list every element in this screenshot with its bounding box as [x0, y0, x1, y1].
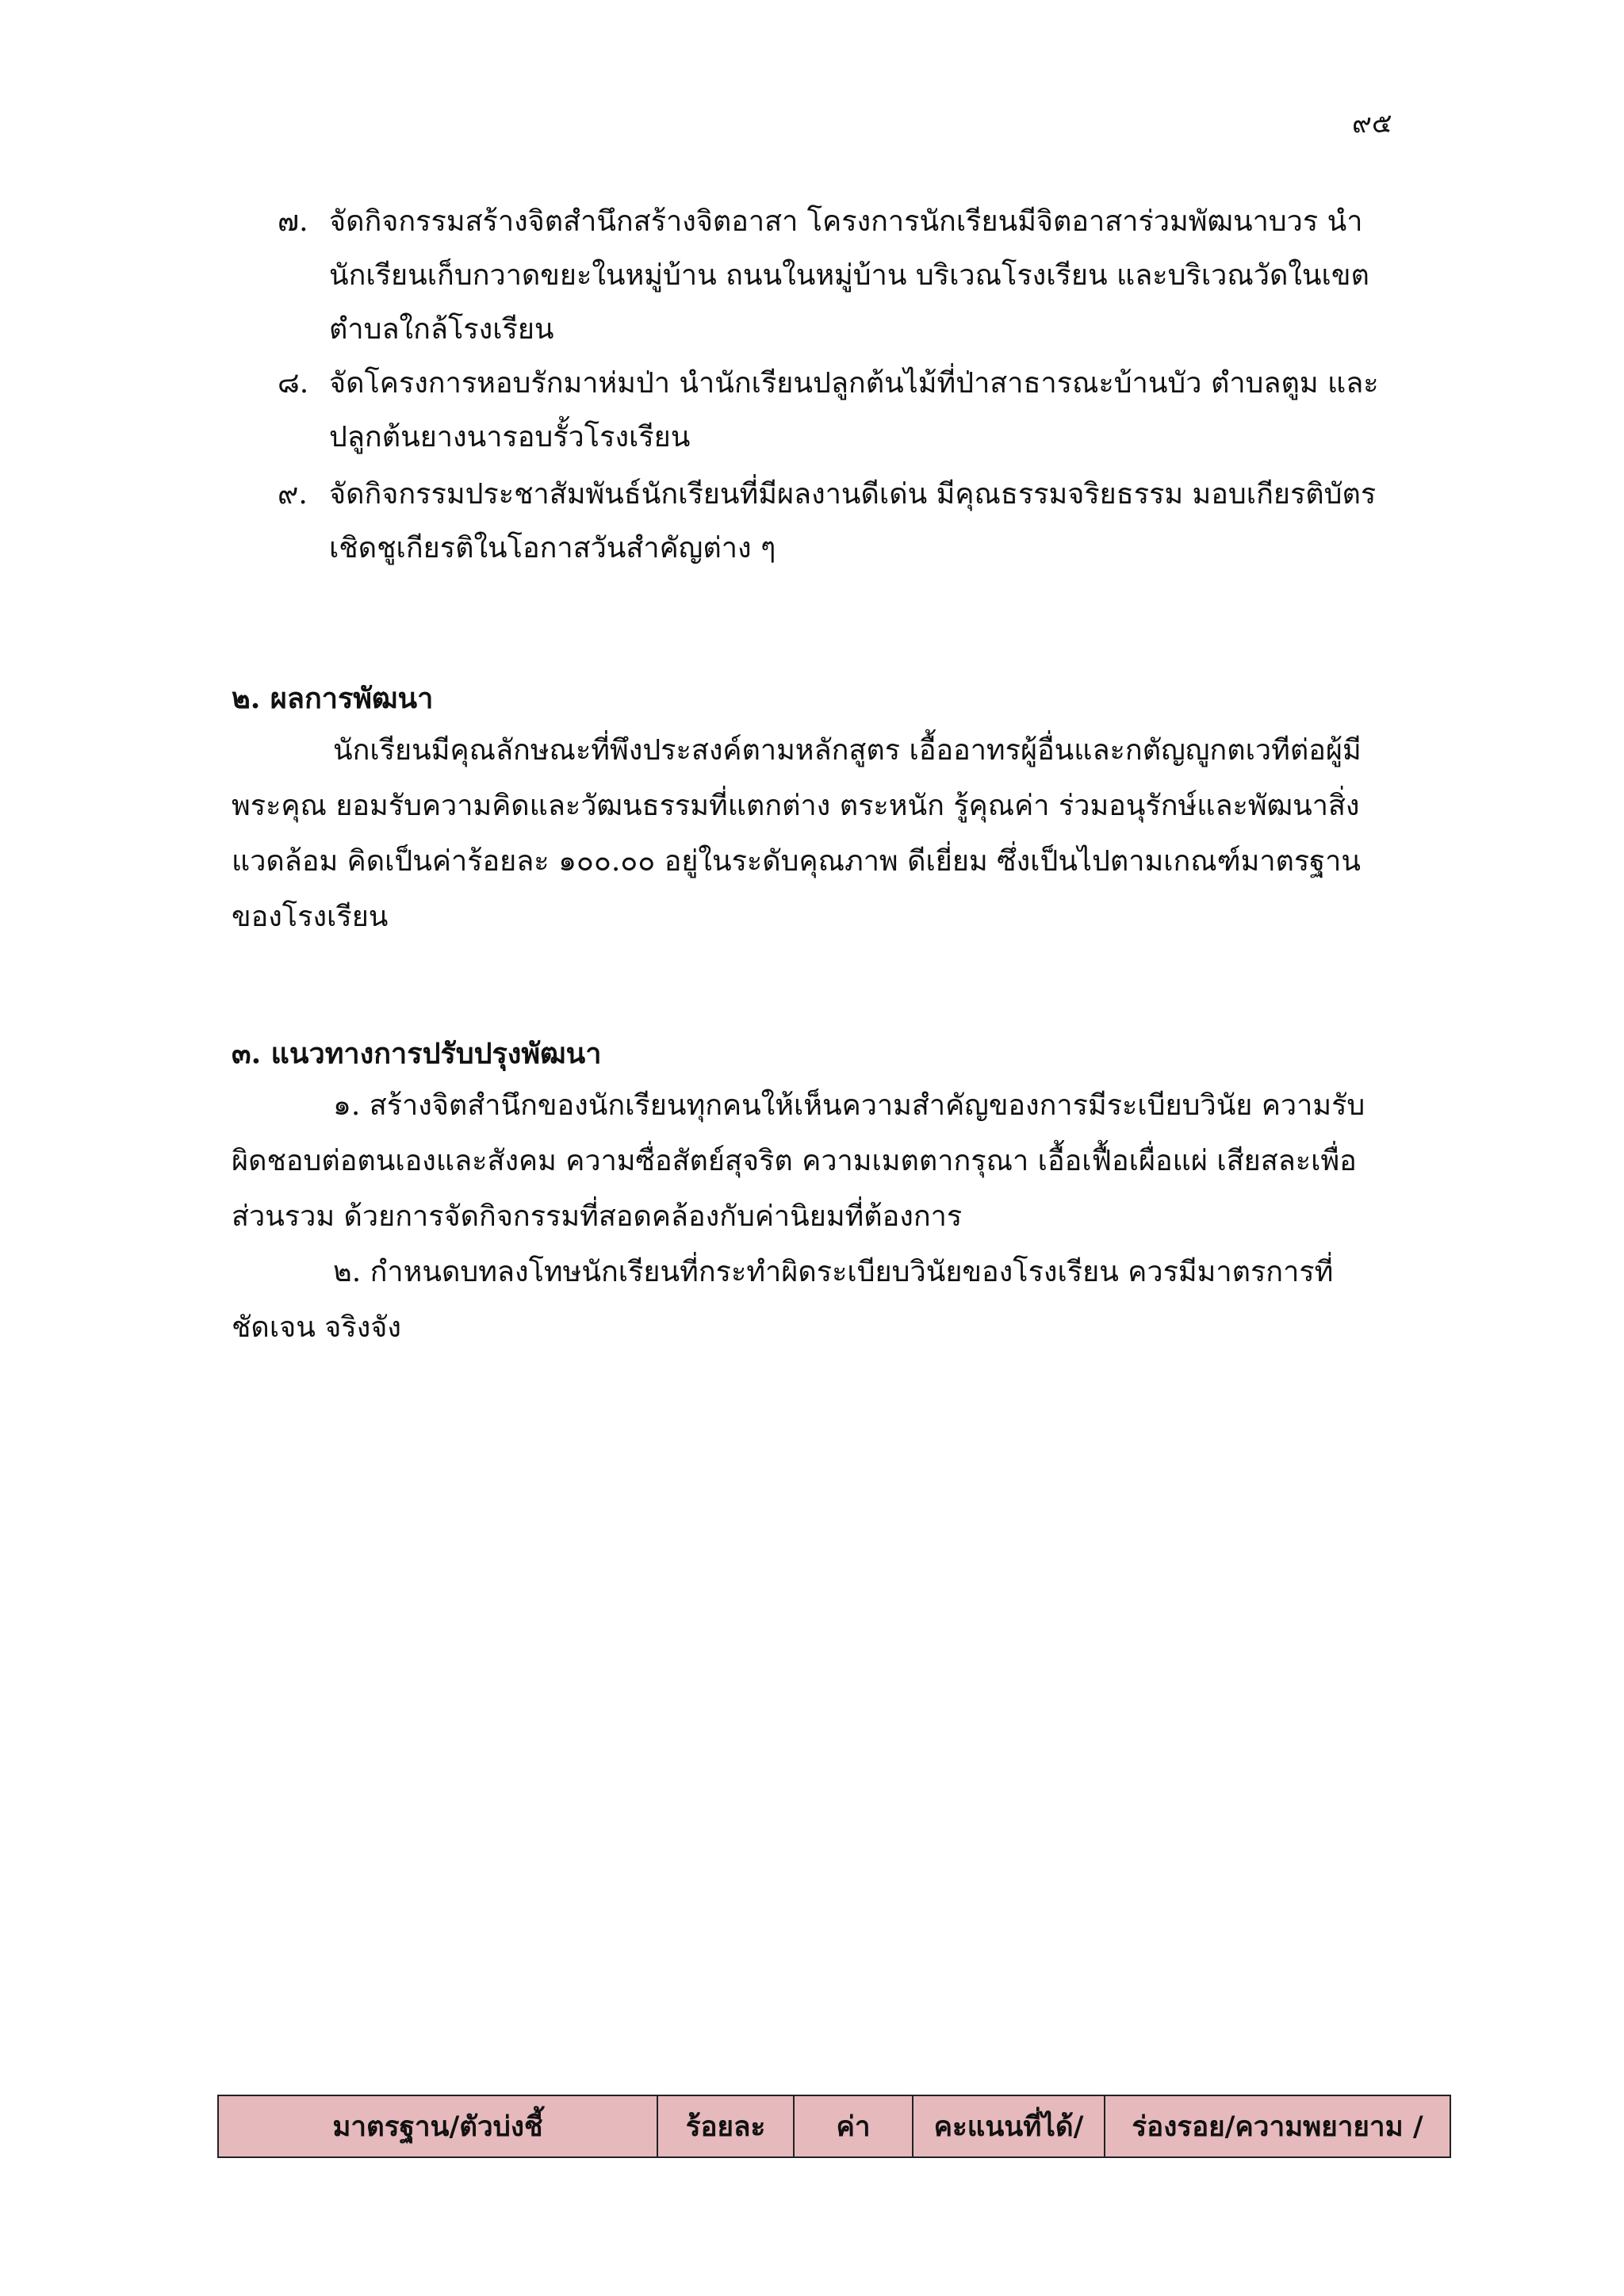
list-item [278, 357, 1380, 468]
list-item-number: ๗. [278, 205, 308, 238]
activity-list [278, 195, 1380, 579]
list-item-text: จัดกิจกรรมประชาสัมพันธ์นักเรียนที่มีผลงานดีเด่น มีคุณธรรมจริยธรรม มอบเกียรติบัตรเชิดชูเกียรติในโอกาสวันสำคัญต่าง ๆ [329, 478, 1377, 564]
table-header-cell: ร้อยละ [657, 2095, 794, 2157]
improvement-paragraph: ๒. กำหนดบทลงโทษนักเรียนที่กระทำผิดระเบียบวินัยของโรงเรียน ควรมีมาตรการที่ชัดเจน จริงจัง [232, 1256, 1334, 1344]
table-header-cell: คะแนนที่ได้/ [913, 2095, 1105, 2157]
table-header-row [218, 2095, 1450, 2157]
page-number: ๙๕ [1352, 108, 1392, 140]
improvement-paragraph: ๑. สร้างจิตสำนึกของนักเรียนทุกคนให้เห็นความสำคัญของการมีระเบียบวินัย ความรับผิดชอบต่อตนเองและสังคม ความซื่อสัตย์สุจริต ความเมตตากรุณา เอื้อเฟื้อเผื่อแผ่ เสียสละเพื่อส่วนรวม ด้วยการจัดกิจกรรมที่สอดคล้องกับค่านิยมที่ต้องการ [232, 1089, 1365, 1233]
table-header-cell: ค่า [794, 2095, 913, 2157]
list-item-text: จัดโครงการหอบรักมาห่มป่า นำนักเรียนปลูกต้นไม้ที่ป่าสาธารณะบ้านบัว ตำบลตูม และปลูกต้นยางนารอบรั้วโรงเรียน [329, 367, 1379, 453]
list-item [278, 195, 1380, 357]
section-heading-improvement: ๓. แนวทางการปรับปรุงพัฒนา [232, 1037, 602, 1070]
section-heading-results: ๒. ผลการพัฒนา [232, 682, 434, 715]
results-paragraph: นักเรียนมีคุณลักษณะที่พึงประสงค์ตามหลักสูตร เอื้ออาทรผู้อื่นและกตัญญูกตเวทีต่อผู้มีพระคุณ ยอมรับความคิดและวัฒนธรรมที่แตกต่าง ตระหนัก รู้คุณค่า ร่วมอนุรักษ์และพัฒนาสิ่งแวดล้อม คิดเป็นค่าร้อยละ ๑๐๐.๐๐ อยู่ในระดับคุณภาพ ดีเยี่ยม ซึ่งเป็นไปตามเกณฑ์มาตรฐานของโรงเรียน [232, 734, 1362, 933]
table-header-cell: มาตรฐาน/ตัวบ่งชี้ [218, 2095, 657, 2157]
list-item-number: ๙. [278, 478, 308, 511]
list-item-text: จัดกิจกรรมสร้างจิตสำนึกสร้างจิตอาสา โครงการนักเรียนมีจิตอาสาร่วมพัฒนาบวร นำนักเรียนเก็บกวาดขยะในหมู่บ้าน ถนนในหมู่บ้าน บริเวณโรงเรียน และบริเวณวัดในเขตตำบลใกล้โรงเรียน [329, 205, 1369, 346]
score-table [217, 2095, 1451, 2158]
table-header-cell: ร่องรอย/ความพยายาม / [1105, 2095, 1450, 2157]
list-item [278, 468, 1380, 579]
list-item-number: ๘. [278, 367, 309, 400]
